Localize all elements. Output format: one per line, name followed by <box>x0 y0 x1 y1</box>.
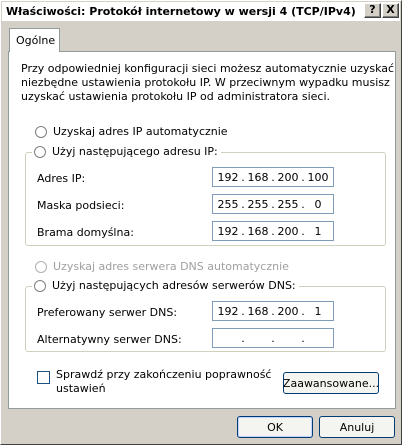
octet: 255 <box>217 197 239 211</box>
octet: 192 <box>217 170 239 184</box>
octet: 0 <box>314 197 322 211</box>
description-line: uzyskać ustawienia protokołu IP od administratora sieci. <box>21 90 330 103</box>
octet: 255 <box>247 197 269 211</box>
radio-auto-ip-label: Uzyskaj adres IP automatycznie <box>53 125 228 138</box>
radio-auto-dns-indicator <box>35 261 47 273</box>
octet: 1 <box>314 304 322 318</box>
validate-on-exit-checkbox[interactable] <box>37 368 271 396</box>
octet: 200 <box>277 170 299 184</box>
alternate-dns-label: Alternatywny serwer DNS: <box>37 333 182 346</box>
subnet-mask-label: Maska podsieci: <box>37 199 125 212</box>
octet: 255 <box>277 197 299 211</box>
octet: 168 <box>247 170 269 184</box>
default-gateway-input[interactable]: 192 . 168 . 200 . 1 <box>212 221 334 241</box>
default-gateway-label: Brama domyślna: <box>37 226 134 239</box>
tab-general-label: Ogólne <box>16 34 56 47</box>
radio-manual-dns-indicator <box>34 280 46 292</box>
octet: 192 <box>217 304 239 318</box>
cancel-button[interactable]: Anuluj <box>319 416 395 438</box>
description-line: Przy odpowiedniej konfiguracji sieci możesz automatycznie uzyskać <box>21 62 395 75</box>
octet: 1 <box>314 224 322 238</box>
preferred-dns-input[interactable]: 192 . 168 . 200 . 1 <box>212 301 334 321</box>
octet: 192 <box>217 224 239 238</box>
radio-manual-ip-label: Użyj następującego adresu IP: <box>52 145 218 158</box>
octet: 168 <box>247 224 269 238</box>
radio-manual-dns-label: Użyj następujących adresów serwerów DNS: <box>52 279 296 292</box>
validate-label-line2: ustawień <box>56 382 106 395</box>
validate-checkbox-box[interactable] <box>37 371 50 384</box>
ok-button[interactable]: OK <box>237 416 313 438</box>
radio-auto-ip-indicator <box>35 126 47 138</box>
validate-checkbox-label <box>56 368 271 396</box>
help-button[interactable]: ? <box>364 3 381 18</box>
radio-auto-dns[interactable] <box>35 260 289 273</box>
advanced-button[interactable]: Zaawansowane... <box>283 372 379 394</box>
ip-address-input[interactable]: 192 . 168 . 200 . 100 <box>212 167 334 187</box>
tab-general[interactable] <box>9 28 60 52</box>
subnet-mask-input[interactable]: 255 . 255 . 255 . 0 <box>212 194 334 214</box>
ip-address-label: Adres IP: <box>37 172 86 185</box>
window-title: Właściwości: Protokół internetowy w wersji 4 (TCP/IPv4) <box>6 5 356 18</box>
close-button[interactable]: X <box>382 3 399 18</box>
radio-manual-ip-indicator <box>34 146 46 158</box>
radio-manual-ip[interactable] <box>32 145 221 158</box>
octet: 200 <box>277 224 299 238</box>
title-bar <box>2 2 400 21</box>
preferred-dns-label: Preferowany serwer DNS: <box>37 306 178 319</box>
octet: 168 <box>247 304 269 318</box>
alternate-dns-input[interactable]: . . . <box>212 328 334 348</box>
description-text <box>21 62 395 104</box>
description-line: niezbędne ustawienia protokołu IP. W przeciwnym wypadku musisz <box>21 76 390 89</box>
octet: 200 <box>277 304 299 318</box>
validate-label-line1: Sprawdź przy zakończeniu poprawność <box>56 368 272 381</box>
radio-auto-dns-label: Uzyskaj adres serwera DNS automatycznie <box>53 260 289 273</box>
radio-auto-ip[interactable] <box>35 125 228 138</box>
radio-manual-dns[interactable] <box>32 279 299 292</box>
octet: 100 <box>307 170 329 184</box>
